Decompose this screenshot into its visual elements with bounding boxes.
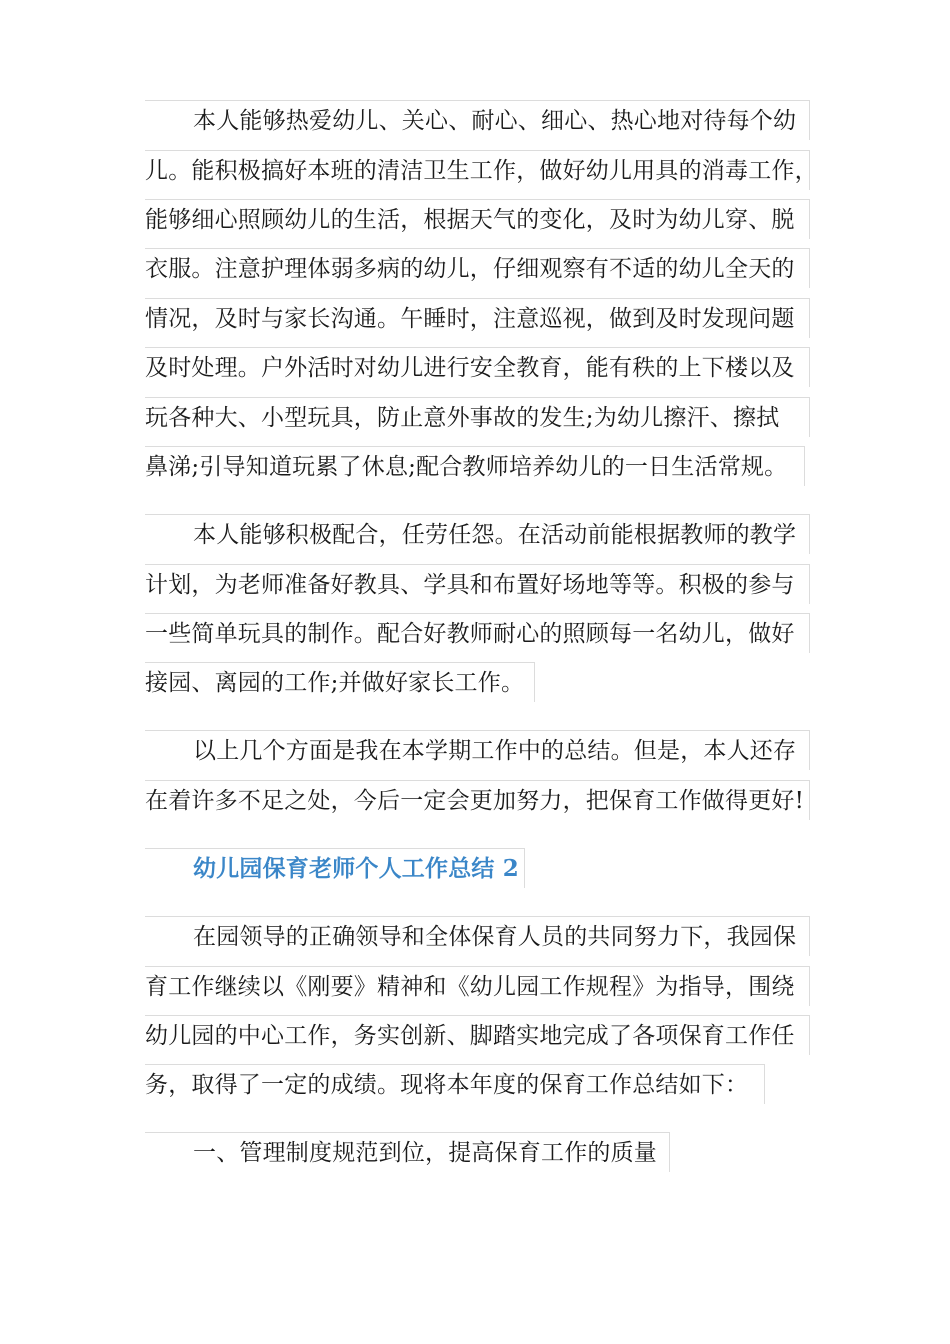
paragraph-1-line-5: 情况，及时与家长沟通。午睡时，注意巡视，做到及时发现问题 (145, 298, 810, 338)
paragraph-4-line-3: 幼儿园的中心工作，务实创新、脚踏实地完成了各项保育工作任 (145, 1015, 810, 1055)
paragraph-1-line-1: 本人能够热爱幼儿、关心、耐心、细心、热心地对待每个幼 (145, 100, 810, 140)
paragraph-2-line-3: 一些简单玩具的制作。配合好教师耐心的照顾每一名幼儿，做好 (145, 613, 810, 653)
paragraph-3-line-2: 在着许多不足之处，今后一定会更加努力，把保育工作做得更好! (145, 780, 810, 820)
paragraph-4-line-4: 务，取得了一定的成绩。现将本年度的保育工作总结如下： (145, 1064, 765, 1104)
paragraph-1-line-6: 及时处理。户外活时对幼儿进行安全教育，能有秩的上下楼以及 (145, 347, 810, 387)
paragraph-1-line-4: 衣服。注意护理体弱多病的幼儿，仔细观察有不适的幼儿全天的 (145, 248, 810, 288)
paragraph-5-line-1: 一、管理制度规范到位，提高保育工作的质量 (145, 1132, 670, 1172)
paragraph-2-line-4: 接园、离园的工作;并做好家长工作。 (145, 662, 535, 702)
paragraph-1-line-7: 玩各种大、小型玩具，防止意外事故的发生;为幼儿擦汗、擦拭 (145, 397, 810, 437)
paragraph-1-line-2: 儿。能积极搞好本班的清洁卫生工作，做好幼儿用具的消毒工作， (145, 150, 810, 190)
paragraph-1-line-8: 鼻涕;引导知道玩累了休息;配合教师培养幼儿的一日生活常规。 (145, 446, 805, 486)
paragraph-4-line-1: 在园领导的正确领导和全体保育人员的共同努力下，我园保 (145, 916, 810, 956)
paragraph-2-line-1: 本人能够积极配合，任劳任怨。在活动前能根据教师的教学 (145, 514, 810, 554)
section-heading: 幼儿园保育老师个人工作总结 2 (145, 848, 525, 888)
paragraph-3-line-1: 以上几个方面是我在本学期工作中的总结。但是，本人还存 (145, 730, 810, 770)
paragraph-4-line-2: 育工作继续以《刚要》精神和《幼儿园工作规程》为指导，围绕 (145, 966, 810, 1006)
paragraph-2-line-2: 计划，为老师准备好教具、学具和布置好场地等等。积极的参与 (145, 564, 810, 604)
paragraph-1-line-3: 能够细心照顾幼儿的生活，根据天气的变化，及时为幼儿穿、脱 (145, 199, 810, 239)
